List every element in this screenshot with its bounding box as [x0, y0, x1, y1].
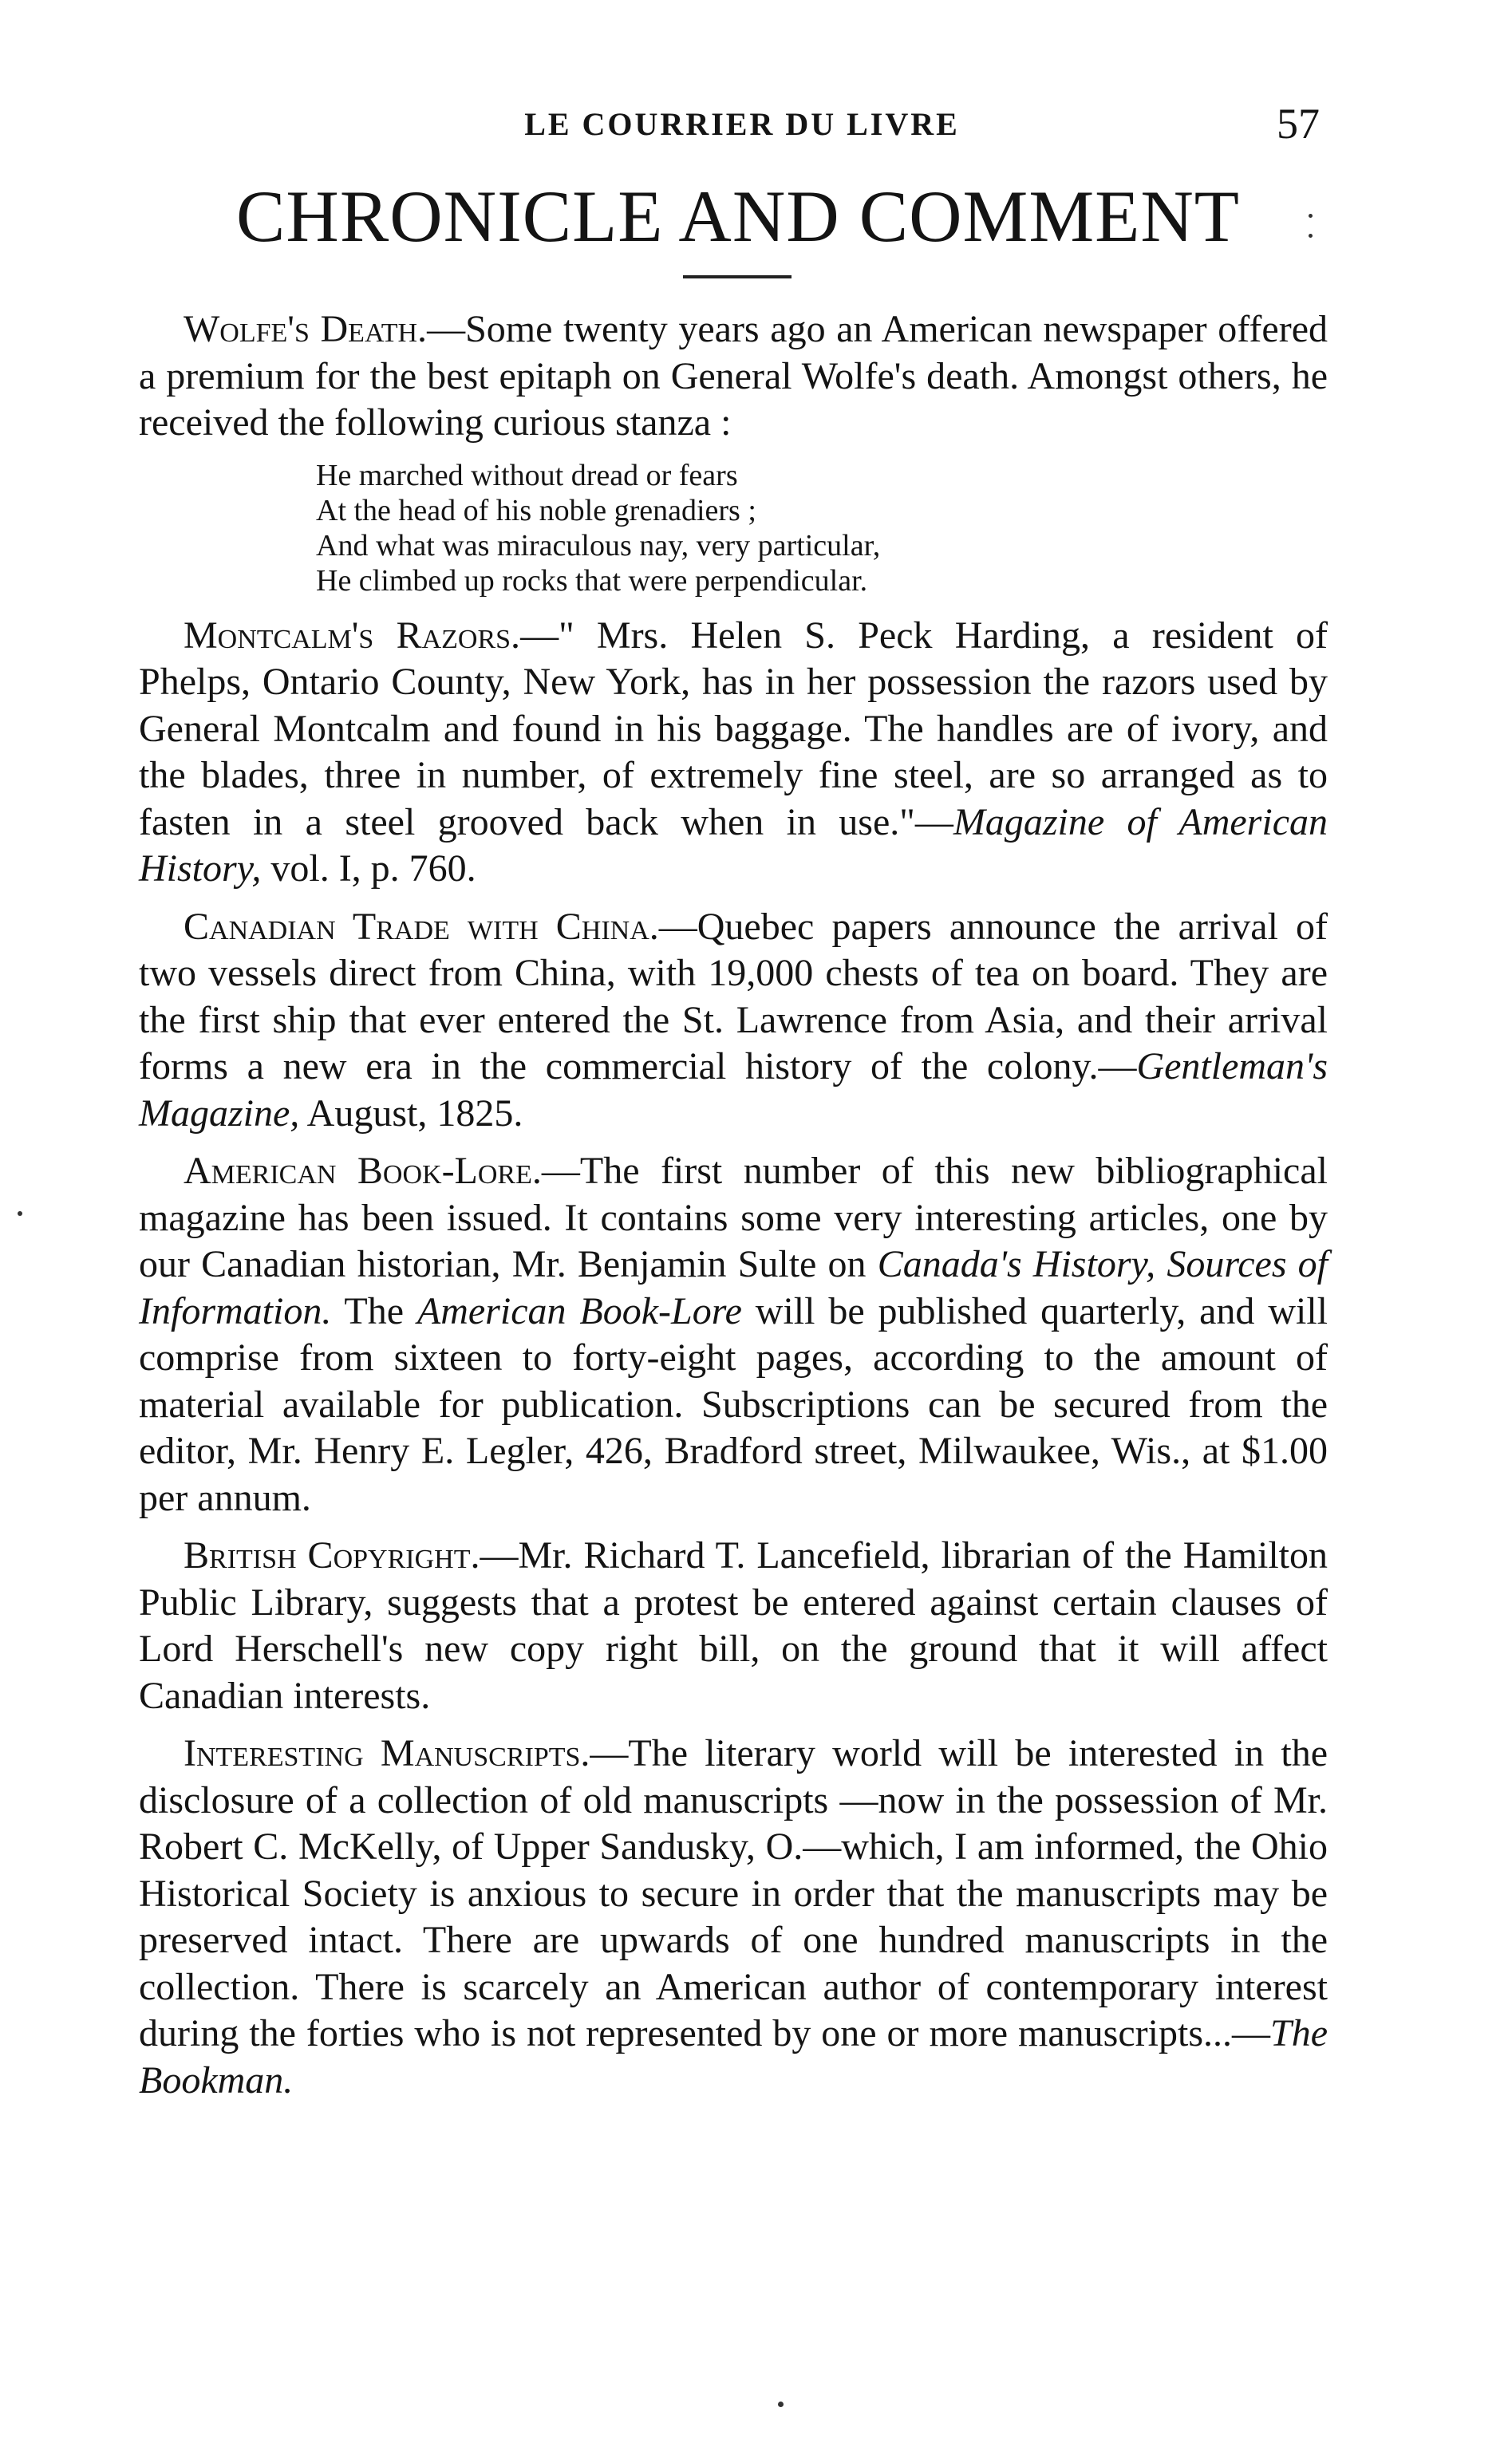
print-speck — [1309, 214, 1313, 218]
verse-line: And what was miraculous nay, very particular, — [316, 528, 881, 562]
running-title: LE COURRIER DU LIVRE — [524, 106, 960, 142]
article-heading: Wolfe's Death. — [184, 308, 428, 350]
article-text: —Mr. Richard T. Lancefield, librarian of the Hamilton Public Library, suggests that a protest be entered against certain clauses of Lord Herschell's new copy right bill, on the ground that it will affect Canadian interests. — [139, 1534, 1328, 1717]
article-text-after: August, 1825. — [299, 1091, 523, 1135]
source-citation: The Bookman. — [139, 2012, 1328, 2102]
article-montcalms-razors — [139, 613, 1328, 893]
verse-line: At the head of his noble grenadiers ; — [316, 493, 756, 527]
article-heading: American Book-Lore. — [184, 1150, 542, 1192]
article-text: —Quebec papers announce the arrival of two vessels direct from China, with 19,000 chests of tea on board. They are the first ship that ever entered the St. Lawrence from Asia, and their arrival forms a new era in the commercial history of the colony.— — [139, 905, 1328, 1087]
article-wolfes-death — [139, 306, 1328, 447]
article-interesting-manuscripts — [139, 1731, 1328, 2104]
article-heading: Canadian Trade with China. — [184, 905, 659, 948]
article-american-book-lore — [139, 1148, 1328, 1522]
article-text: —" Mrs. Helen S. Peck Harding, a resident of Phelps, Ontario County, New York, has in her possession the razors used by General Montcalm and found in his baggage. The handles are of ivory, and the blades, three in number, of extremely fine steel, are so arranged as to fasten in a steel grooved back when in use."— — [139, 614, 1328, 843]
article-text: —The literary world will be interested in the disclosure of a collection of old manuscripts —now in the possession of Mr. Robert C. McKelly, of Upper Sandusky, O.—which, I am informed, the Ohio Historical Society is anxious to secure in order that the manuscripts may be preserved intact. There are upwards of one hundred manuscripts in the collection. There is scarcely an American author of contemporary interest during the forties who is not represented by one or more manuscripts...— — [139, 1732, 1328, 2054]
title-rule — [683, 275, 792, 278]
article-canadian-trade — [139, 904, 1328, 1138]
article-text-after: will be published quarterly, and will comprise from sixteen to forty-eight pages, according to the amount of material available for publication. Subscriptions can be secured from the editor, Mr. Henry E. Legler, 426, Bradford street, Milwaukee, Wis., at $1.00 per annum. — [139, 1289, 1328, 1519]
article-heading: Interesting Manuscripts. — [184, 1732, 590, 1774]
print-speck — [778, 2402, 784, 2407]
chapter-title: CHRONICLE AND COMMENT — [236, 176, 1240, 257]
print-speck — [1309, 234, 1313, 238]
verse-stanza — [316, 458, 1328, 598]
article-body — [139, 306, 1328, 2115]
print-speck — [18, 1211, 22, 1216]
page-number: 57 — [1277, 100, 1320, 148]
verse-line: He marched without dread or fears — [316, 458, 738, 492]
italic-title: American Book-Lore — [416, 1289, 742, 1332]
article-text: —The first number of this new bibliographical magazine has been issued. It contains some very interesting articles, one by our Canadian historian, Mr. Benjamin Sulte on — [139, 1150, 1328, 1285]
article-heading: Montcalm's Razors. — [184, 614, 521, 657]
article-text-mid: The — [331, 1289, 417, 1332]
page-header — [0, 100, 1512, 161]
article-heading: British Copyright. — [184, 1534, 480, 1577]
article-british-copyright — [139, 1533, 1328, 1719]
source-citation: Gentleman's Magazine, — [139, 1045, 1328, 1135]
italic-title: Canada's History, Sources of Information. — [139, 1243, 1328, 1332]
article-text: —Some twenty years ago an American newspaper offered a premium for the best epitaph on General Wolfe's death. Amongst others, he received the following curious stanza : — [139, 308, 1328, 444]
verse-line: He climbed up rocks that were perpendicular. — [316, 563, 868, 598]
article-text-after: vol. I, p. 760. — [261, 847, 476, 890]
source-citation: Magazine of American History, — [139, 800, 1328, 890]
